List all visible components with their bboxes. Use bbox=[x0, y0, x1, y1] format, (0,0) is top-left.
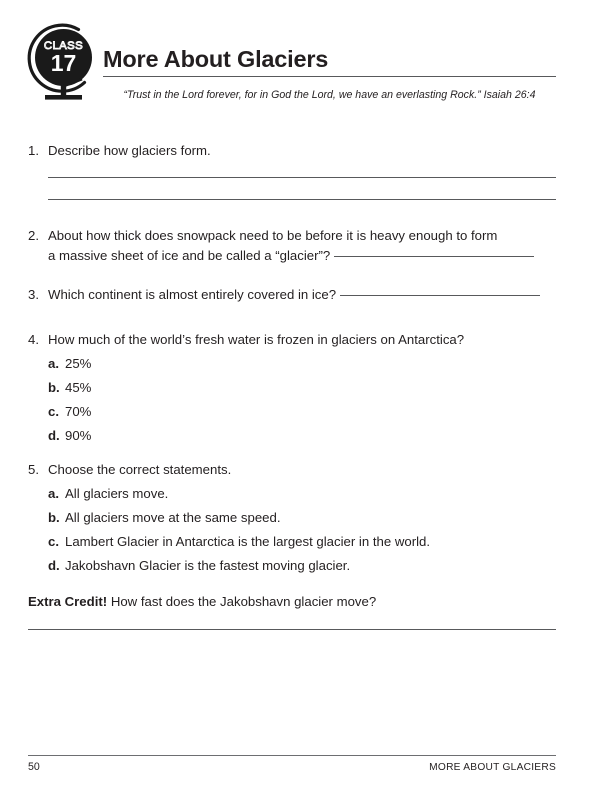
question-3-number: 3. bbox=[28, 287, 39, 302]
question-2-answer-blank[interactable] bbox=[334, 255, 534, 257]
question-4-number: 4. bbox=[28, 332, 39, 347]
badge-class-number: 17 bbox=[50, 50, 77, 76]
question-2-text-line2: a massive sheet of ice and be called a “glacier”? bbox=[48, 248, 331, 263]
question-1-number: 1. bbox=[28, 143, 39, 158]
choice-letter: a. bbox=[48, 356, 59, 371]
extra-credit-answer-line[interactable] bbox=[28, 629, 556, 630]
question-3-answer-blank[interactable] bbox=[340, 294, 540, 296]
title-divider bbox=[103, 76, 556, 77]
choice-text: All glaciers move at the same speed. bbox=[65, 510, 281, 525]
choice-text: Lambert Glacier in Antarctica is the largest glacier in the world. bbox=[65, 534, 431, 549]
footer-title: MORE ABOUT GLACIERS bbox=[429, 762, 556, 773]
question-4-text: How much of the world’s fresh water is frozen in glaciers on Antarctica? bbox=[48, 332, 465, 347]
choice-letter: d. bbox=[48, 558, 60, 573]
question-5-choice-d[interactable] bbox=[48, 554, 556, 578]
question-3-text: Which continent is almost entirely covered in ice? bbox=[48, 287, 337, 302]
question-5-choices bbox=[28, 482, 556, 578]
question-2 bbox=[28, 226, 556, 266]
question-1-answer-line-2[interactable] bbox=[48, 199, 556, 200]
choice-letter: a. bbox=[48, 486, 59, 501]
title-block bbox=[103, 44, 556, 77]
choice-letter: c. bbox=[48, 534, 59, 549]
badge-class-label: CLASS bbox=[43, 40, 84, 52]
page-header bbox=[0, 0, 600, 118]
page-title: More About Glaciers bbox=[103, 46, 329, 72]
question-1-text: Describe how glaciers form. bbox=[48, 143, 211, 158]
choice-text: 70% bbox=[65, 404, 92, 419]
question-2-text-line1: About how thick does snowpack need to be before it is heavy enough to form bbox=[48, 228, 498, 243]
extra-credit bbox=[28, 592, 556, 612]
choice-letter: c. bbox=[48, 404, 59, 419]
question-5 bbox=[28, 460, 556, 578]
question-5-choice-c[interactable] bbox=[48, 530, 556, 554]
question-4-choice-b[interactable] bbox=[48, 376, 556, 400]
choice-text: 45% bbox=[65, 380, 92, 395]
question-4-choices bbox=[28, 352, 556, 448]
choice-text: 25% bbox=[65, 356, 92, 371]
footer-page-number: 50 bbox=[28, 761, 40, 773]
question-5-choice-a[interactable] bbox=[48, 482, 556, 506]
globe-icon bbox=[24, 20, 100, 106]
page-footer bbox=[28, 761, 556, 773]
choice-letter: d. bbox=[48, 428, 60, 443]
question-5-number: 5. bbox=[28, 462, 39, 477]
question-1-answer-line-1[interactable] bbox=[48, 177, 556, 178]
choice-text: 90% bbox=[65, 428, 92, 443]
scripture-verse: “Trust in the Lord forever, for in God the Lord, we have an everlasting Rock.” Isaiah 26:4 bbox=[123, 89, 536, 101]
choice-text: Jakobshavn Glacier is the fastest moving glacier. bbox=[65, 558, 351, 573]
question-3 bbox=[28, 285, 556, 305]
extra-credit-text: How fast does the Jakobshavn glacier move? bbox=[110, 594, 377, 609]
choice-letter: b. bbox=[48, 510, 60, 525]
question-4-choice-d[interactable] bbox=[48, 424, 556, 448]
question-5-choice-b[interactable] bbox=[48, 506, 556, 530]
question-1 bbox=[28, 141, 556, 161]
choice-letter: b. bbox=[48, 380, 60, 395]
question-2-number: 2. bbox=[28, 228, 39, 243]
question-5-text: Choose the correct statements. bbox=[48, 462, 232, 477]
choice-text: All glaciers move. bbox=[65, 486, 169, 501]
extra-credit-label: Extra Credit! bbox=[28, 594, 108, 609]
question-4-choice-c[interactable] bbox=[48, 400, 556, 424]
question-4 bbox=[28, 330, 556, 448]
question-4-choice-a[interactable] bbox=[48, 352, 556, 376]
footer-divider bbox=[28, 755, 556, 756]
